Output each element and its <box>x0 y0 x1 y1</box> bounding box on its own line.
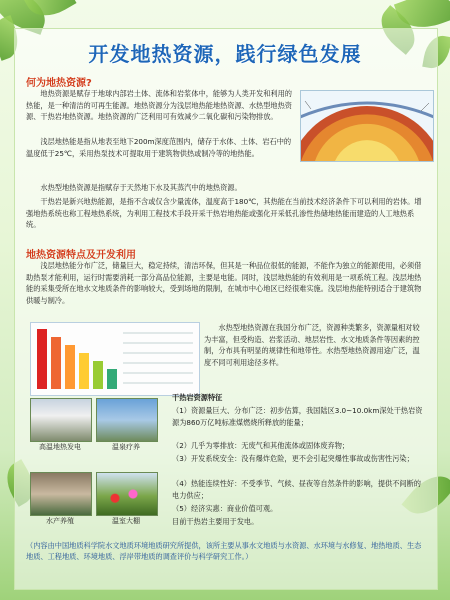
caption-geothermal-power: 高温地热发电 <box>39 443 81 451</box>
utilization-chart-illustration <box>30 322 200 396</box>
paragraph-hydrothermal: 水热型地热资源是指赋存于天然地下水及其蒸汽中的地热资源。 <box>40 183 242 192</box>
section-heading-what-is: 何为地热资源? <box>26 78 92 89</box>
feature-item-5: （5）经济实惠：商业价值可观。 <box>172 504 278 513</box>
hot-dry-rock-usage: 目前干热岩主要用于发电。 <box>172 517 259 526</box>
photo-geothermal-power <box>30 398 92 442</box>
hot-dry-rock-features-heading: 干热岩资源特征 <box>172 393 223 402</box>
feature-item-2: （2）几乎为零排放：无废气和其他流体或固体废弃物； <box>172 441 350 450</box>
feature-item-3: （3）开发系统安全：没有爆炸危险，更不会引起突爆性事故或伤害性污染； <box>172 454 414 463</box>
caption-aquaculture: 水产养殖 <box>46 517 74 525</box>
feature-item-4: （4）热能连续性好：不受季节、气候、昼夜等自然条件的影响，提供不间断的电力供应； <box>172 479 421 500</box>
paragraph-hot-dry-rock: 干热岩是新兴地热能源，是指不含或仅含少量流体，温度高于180℃，其热能在当前技术经济条件下可以利用的岩体。增强地热系统也称工程地热系统，为利用工程技术手段开采干热岩地热能或强化开采低孔渗性热储地热能而建造的人工地热系统。 <box>26 197 422 229</box>
photo-aquaculture <box>30 472 92 516</box>
paragraph-definition: 地热资源是赋存于地球内部岩土体、流体和岩浆体中，能够为人类开发和利用的热能，是一种清洁的可再生能源。地热资源分为浅层地热能地热资源、水热型地热资源、干热岩地热资源。地热资源的广泛利用可有效减少二氧化碳和污染物排放。 <box>26 89 292 121</box>
earth-layers-illustration <box>301 91 433 161</box>
paragraph-hydrothermal-features: 水热型地热资源在我国分布广泛，资源种类繁多，资源量相对较为丰富，但受构造、岩浆活动、地层岩性、水文地质条件等因素的控制，分布具有明显的规律性和地带性。水热型地热资源用途广泛，温度不同可利用途径多样。 <box>204 323 420 367</box>
paragraph-shallow: 浅层地热能是指从地表至地下200m深度范围内，储存于水体、土体、岩石中的温度低于25℃，采用热泵技术可提取用于建筑物供热或制冷等的地热能。 <box>26 137 292 158</box>
feature-item-1: （1）资源量巨大、分布广泛：初步估算，我国陆区3.0~10.0km深处干热岩资源为860万亿吨标准煤燃烧所释放的能量； <box>172 406 423 427</box>
photo-greenhouse <box>96 472 158 516</box>
page-title: 开发地热资源，践行绿色发展 <box>88 42 362 66</box>
paragraph-shallow-features: 浅层地热能分布广泛，储量巨大，稳定持续，清洁环保，但其是一种品位很低的能源，不能作为独立的能源使用，必须借助热泵才能利用，运行时需要消耗一部分高品位能源，主要是电能。同时，浅层地热能的有效利用是一项系统工程。浅层地热能的采集受所在地水文地质条件的影响较大，受到场地的限制，在城市中心地区已经很难实施。浅层地热能特别适合于建筑物供暖与制冷。 <box>26 261 422 305</box>
photo-hot-spring <box>96 398 158 442</box>
chart-bars-illustration <box>31 323 199 395</box>
footnote-source: （内容由中国地质科学院水文地质环境地质研究所提供，该所主要从事水文地质与水资源、水环境与水修复、地热地质、生态地质、工程地质、环境地质、浮岸带地质的调查评价与科学研究工作。） <box>26 541 422 561</box>
caption-greenhouse: 温室大棚 <box>112 517 140 525</box>
caption-hot-spring: 温泉疗养 <box>112 443 140 451</box>
section-heading-features: 地热资源特点及开发利用 <box>26 250 136 261</box>
earth-structure-diagram <box>300 90 434 162</box>
